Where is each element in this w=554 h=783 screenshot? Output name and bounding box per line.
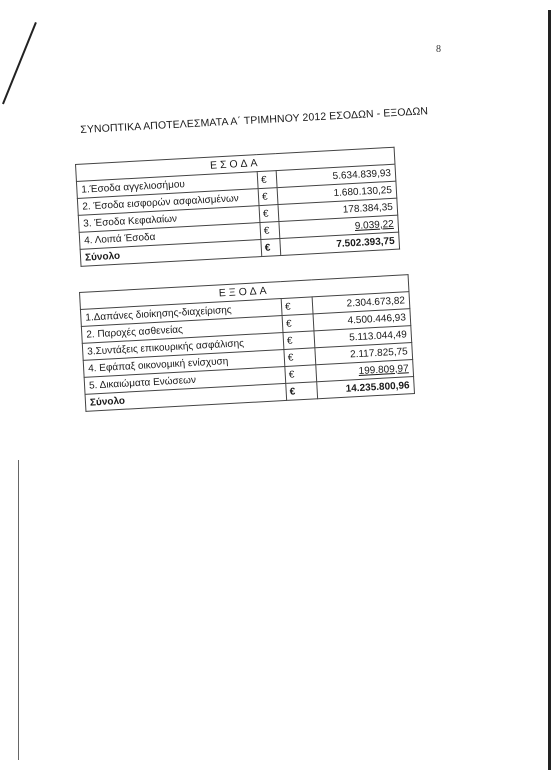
income-header: ΕΣΟΔΑ xyxy=(76,147,395,181)
income-row-amount: 178.384,35 xyxy=(278,198,398,221)
expense-row-amount: 5.113.044,49 xyxy=(314,326,412,348)
currency-symbol: € xyxy=(261,239,281,257)
currency-symbol: € xyxy=(286,382,318,401)
currency-symbol: € xyxy=(281,297,313,316)
income-row-label: 1.Έσοδα αγγελιοσήμου xyxy=(76,172,258,199)
expense-row-label: 4. Εφάπαξ οικονομική ενίσχυση xyxy=(83,350,285,378)
expense-row-amount: 199.809,97 xyxy=(316,360,414,382)
currency-symbol: € xyxy=(282,314,314,333)
scan-edge-left xyxy=(18,460,19,760)
expenses-header: ΕΞΟΔΑ xyxy=(80,275,409,310)
income-row-amount: 9.039,22 xyxy=(279,215,399,238)
income-total-amount: 7.502.393,75 xyxy=(280,232,400,255)
income-row-label: 4. Λοιπά Έσοδα xyxy=(79,223,261,250)
income-total-label: Σύνολο xyxy=(80,240,262,267)
currency-symbol: € xyxy=(284,348,316,367)
currency-symbol: € xyxy=(257,171,277,189)
expenses-total-label: Σύνολο xyxy=(85,383,287,411)
expense-row-amount: 4.500.446,93 xyxy=(313,309,411,331)
income-row-label: 3. Έσοδα Κεφαλαίων xyxy=(78,206,260,233)
income-row-amount: 1.680.130,25 xyxy=(277,181,397,204)
expense-row-label: 2. Παροχές ασθενείας xyxy=(81,316,283,344)
page-number: 8 xyxy=(436,44,441,55)
pen-slash-mark xyxy=(2,22,37,104)
scan-edge-right xyxy=(548,10,551,770)
expense-row-label: 1.Δαπάνες διοίκησης-διαχείρισης xyxy=(80,299,282,327)
expenses-total-amount: 14.235.800,96 xyxy=(317,377,415,399)
income-table xyxy=(75,147,400,267)
expense-row-label: 3.Συντάξεις επικουρικής ασφάλισης xyxy=(82,333,284,361)
income-row-label: 2. Έσοδα εισφορών ασφαλισμένων xyxy=(77,189,259,216)
currency-symbol: € xyxy=(258,188,278,206)
currency-symbol: € xyxy=(259,205,279,223)
document-title: ΣΥΝΟΠΤΙΚΑ ΑΠΟΤΕΛΕΣΜΑΤΑ Α΄ ΤΡΙΜΗΝΟΥ 2012 ΕΣΟΔΩΝ - ΕΞΟΔΩΝ xyxy=(80,105,429,136)
currency-symbol: € xyxy=(260,222,280,240)
expense-row-label: 5. Δικαιώματα Ενώσεων xyxy=(84,366,286,394)
expense-row-amount: 2.117.825,75 xyxy=(315,343,413,365)
expenses-table xyxy=(79,274,415,412)
currency-symbol: € xyxy=(285,365,317,384)
expense-row-amount: 2.304.673,82 xyxy=(312,292,410,314)
currency-symbol: € xyxy=(283,331,315,350)
income-row-amount: 5.634.839,93 xyxy=(276,164,396,187)
